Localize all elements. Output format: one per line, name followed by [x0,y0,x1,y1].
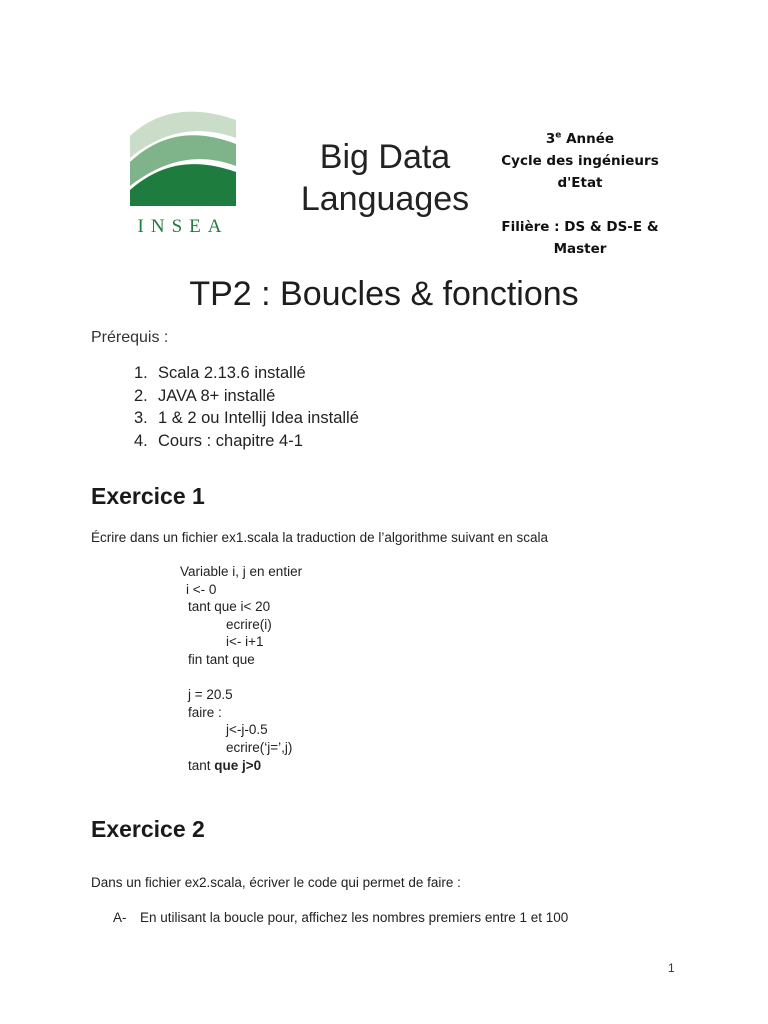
code-line: i<- i+1 [226,634,264,650]
page-number: 1 [668,961,675,975]
prerequis-item [134,430,359,453]
cycle-line1: Cycle des ingénieurs [501,153,659,169]
exercice2-item-text: En utilisant la boucle pour, affichez les nombres premiers entre 1 et 100 [140,910,569,925]
exercice1-description: Écrire dans un fichier ex1.scala la traduction de l’algorithme suivant en scala [91,530,548,545]
year-number: 3 [545,131,556,147]
list-marker: A- [113,910,127,925]
document-title [290,136,480,220]
code-line: ecrire(i) [226,616,272,632]
prerequis-label: Prérequis : [91,329,169,346]
filiere-line1: Filière : DS & DS-E & [501,219,659,235]
spacer [496,194,664,216]
insea-logo [126,106,240,238]
code-line: fin tant que [188,651,255,667]
code-line: ecrire(‘j=’,j) [226,739,293,755]
insea-logo-graphic [126,106,240,238]
prerequis-item-number: 1. [134,364,148,382]
prerequis-item-number: 4. [134,431,148,450]
exercice2-description: Dans un fichier ex2.scala, écriver le code qui permet de faire : [91,875,461,890]
code-line: i <- 0 [186,581,217,597]
exercice1-title: Exercice 1 [91,483,205,509]
prerequis-item [134,385,359,408]
tp-title: TP2 : Boucles & fonctions [189,275,579,313]
prerequis-item-number: 2. [134,386,148,405]
cycle-line2: d'Etat [557,175,603,191]
code-line: tant que i< 20 [188,599,271,615]
prerequis-item [134,362,359,385]
logo-text: INSEA [137,216,229,237]
prerequis-item-text: JAVA 8+ installé [158,386,276,405]
exercice2-title: Exercice 2 [91,816,205,842]
filiere-line2: Master [553,241,607,257]
code-line: faire : [188,704,222,720]
prerequis-item-text: 1 & 2 ou Intellij Idea installé [158,409,359,427]
code-line: j<-j-0.5 [226,722,268,738]
algorithm-block [180,563,302,774]
prerequis-list [134,362,359,452]
code-line: Variable i, j en entier [180,564,303,579]
prerequis-item-text: Scala 2.13.6 installé [158,364,306,382]
course-info-block [496,128,664,260]
code-line [180,757,302,775]
code-text-bold: que j>0 [214,757,262,773]
exercice2-item-a [113,908,568,928]
prerequis-item-text: Cours : chapitre 4-1 [158,431,303,450]
document-title-line2: Languages [300,180,470,218]
document-title-line1: Big Data [319,138,451,176]
year-word: Année [566,131,615,147]
year-suffix: e [555,130,562,141]
code-blank-line [180,669,302,687]
code-text: tant [188,757,215,773]
prerequis-item-number: 3. [134,409,148,427]
prerequis-item [134,407,359,430]
code-line: j = 20.5 [188,687,233,703]
year-line [496,128,664,150]
